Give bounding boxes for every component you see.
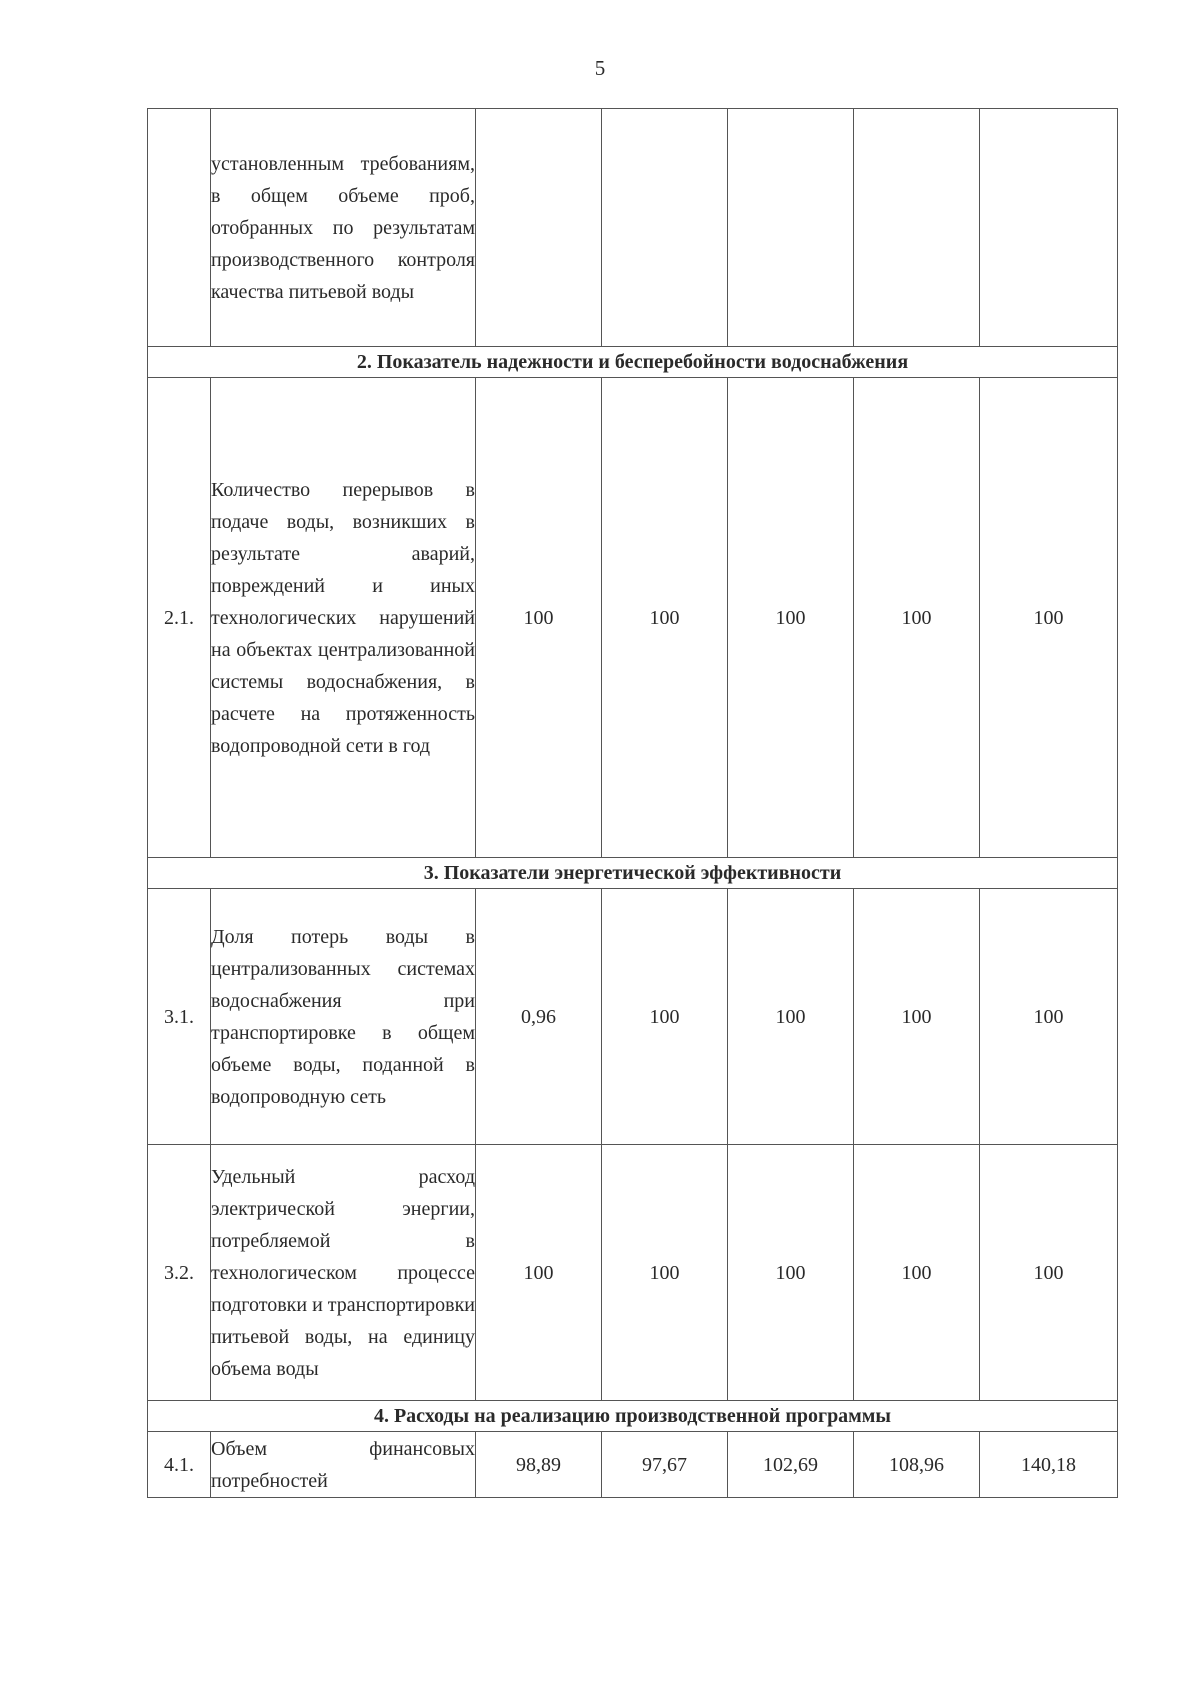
- table-row: [148, 889, 1118, 1145]
- page-number: 5: [594, 56, 606, 80]
- value-cell: 100: [728, 889, 854, 1145]
- value-cell: 100: [980, 1145, 1118, 1401]
- row-description: Доля потерь воды в централизованных системах водоснабжения при транспортировке в общем объеме воды, поданной в водопроводную сеть: [211, 889, 476, 1145]
- table-row: [148, 1145, 1118, 1401]
- section-header-row: [148, 1401, 1118, 1432]
- table-row: [148, 378, 1118, 858]
- value-cell: 0,96: [476, 889, 602, 1145]
- row-number: 4.1.: [148, 1432, 211, 1498]
- row-description: Объем финансовых потребностей: [211, 1432, 476, 1498]
- table-row: [148, 109, 1118, 347]
- section-title: 2. Показатель надежности и бесперебойности водоснабжения: [148, 347, 1118, 378]
- section-header-row: [148, 858, 1118, 889]
- value-cell: 100: [854, 889, 980, 1145]
- value-cell: [476, 109, 602, 347]
- value-cell: 100: [728, 378, 854, 858]
- value-cell: 140,18: [980, 1432, 1118, 1498]
- value-cell: 108,96: [854, 1432, 980, 1498]
- indicators-table: [147, 108, 1118, 1498]
- value-cell: 100: [854, 378, 980, 858]
- value-cell: 100: [476, 1145, 602, 1401]
- value-cell: 100: [980, 889, 1118, 1145]
- value-cell: 100: [854, 1145, 980, 1401]
- value-cell: 100: [728, 1145, 854, 1401]
- value-cell: [980, 109, 1118, 347]
- value-cell: [854, 109, 980, 347]
- section-header-row: [148, 347, 1118, 378]
- value-cell: 100: [476, 378, 602, 858]
- row-number: 3.1.: [148, 889, 211, 1145]
- table-row: [148, 1432, 1118, 1498]
- row-number: [148, 109, 211, 347]
- value-cell: 102,69: [728, 1432, 854, 1498]
- value-cell: 98,89: [476, 1432, 602, 1498]
- value-cell: 100: [602, 889, 728, 1145]
- value-cell: 97,67: [602, 1432, 728, 1498]
- value-cell: [728, 109, 854, 347]
- value-cell: [602, 109, 728, 347]
- row-number: 2.1.: [148, 378, 211, 858]
- row-description: Количество перерывов в подаче воды, возникших в результате аварий, повреждений и иных технологических нарушений на объектах централизованной системы водоснабжения, в расчете на протяженность водопроводной сети в год: [211, 378, 476, 858]
- row-description: установленным требованиям, в общем объеме проб, отобранных по результатам производственного контроля качества питьевой воды: [211, 109, 476, 347]
- value-cell: 100: [602, 378, 728, 858]
- section-title: 4. Расходы на реализацию производственной программы: [148, 1401, 1118, 1432]
- row-description: Удельный расход электрической энергии, потребляемой в технологическом процессе подготовки и транспортировки питьевой воды, на единицу объема воды: [211, 1145, 476, 1401]
- row-number: 3.2.: [148, 1145, 211, 1401]
- value-cell: 100: [980, 378, 1118, 858]
- value-cell: 100: [602, 1145, 728, 1401]
- section-title: 3. Показатели энергетической эффективности: [148, 858, 1118, 889]
